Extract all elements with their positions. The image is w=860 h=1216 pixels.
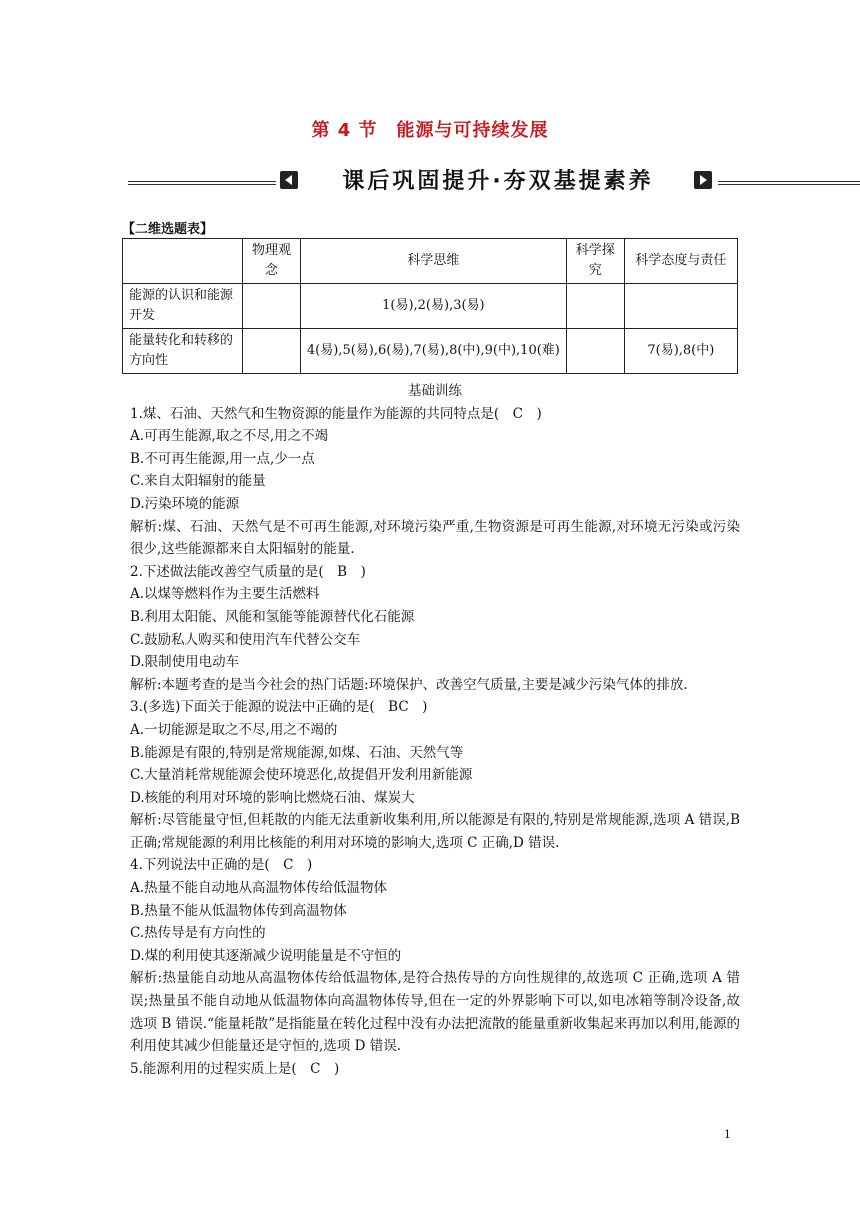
option-line: B.热量不能从低温物体传到高温物体 [130,902,347,919]
option-line: A.热量不能自动地从高温物体传给低温物体 [130,880,388,897]
option-line: D.污染环境的能源 [130,495,240,512]
table-cell [624,284,737,329]
question-5: 5.能源利用的过程实质上是( C ) [130,1060,340,1077]
option-line: B.不可再生能源,用一点,少一点 [130,450,315,467]
table-cell: 7(易),8(中) [624,329,737,374]
page-number: 1 [724,1128,731,1141]
section-banner [128,168,860,198]
table-header [123,239,243,284]
section-title: 第 4 节 能源与可持续发展 [311,120,549,141]
option-line: B.利用太阳能、风能和氢能等能源替代化石能源 [130,608,415,625]
analysis-1: 解析:煤、石油、天然气是不可再生能源,对环境污染严重,生物资源是可再生能源,对环境无污染或污染很少,这些能源都来自太阳辐射的能量. [130,518,740,558]
banner-rule-right [718,181,860,185]
topic-matrix-table [122,238,738,374]
table-cell: 1(易),2(易),3(易) [300,284,566,329]
option-line: B.能源是有限的,特别是常规能源,如煤、石油、天然气等 [130,744,464,761]
table-header: 科学思维 [300,239,566,284]
subheading: 基础训练 [408,383,462,399]
table-header: 科学探究 [566,239,624,284]
table-header: 物理观念 [243,239,301,284]
option-line: A.一切能源是取之不尽,用之不竭的 [130,721,338,738]
table-label: 【二维选题表】 [122,222,214,237]
option-line: C.热传导是有方向性的 [130,925,266,942]
table-cell [566,284,624,329]
table-cell: 能量转化和转移的方向性 [123,329,243,374]
option-line: D.核能的利用对环境的影响比燃烧石油、煤炭大 [130,789,415,806]
question-2: 2.下述做法能改善空气质量的是( B ) [130,563,366,580]
triangle-left-icon [280,171,298,189]
question-4: 4.下列说法中正确的是( C ) [130,857,313,874]
table-row [123,284,738,329]
table-cell: 4(易),5(易),6(易),7(易),8(中),9(中),10(难) [300,329,566,374]
analysis-3: 解析:尽管能量守恒,但耗散的内能无法重新收集利用,所以能源是有限的,特别是常规能源,选项 A 错误,B 正确;常规能源的利用比核能的利用对环境的影响大,选项 C 正确,D 错误. [130,812,740,851]
question-1: 1.煤、石油、天然气和生物资源的能量作为能源的共同特点是( C ) [130,405,542,422]
option-line: D.煤的利用使其逐渐减少说明能量是不守恒的 [130,947,402,964]
option-line: C.来自太阳辐射的能量 [130,473,266,490]
option-line: C.鼓励私人购买和使用汽车代替公交车 [130,631,361,648]
table-cell [566,329,624,374]
banner-title: 课后巩固提升·夯双基提素养 [342,169,654,194]
analysis-2: 解析:本题考查的是当今社会的热门话题:环境保护、改善空气质量,主要是减少污染气体的排放. [130,676,688,693]
table-row [123,329,738,374]
table-cell [243,329,301,374]
triangle-right-icon [694,171,712,189]
option-line: A.以煤等燃料作为主要生活燃料 [130,586,320,603]
option-line: C.大量消耗常规能源会使环境恶化,故提倡开发利用新能源 [130,767,473,784]
option-line: D.限制使用电动车 [130,654,240,671]
exercise-body [130,380,740,1080]
analysis-4: 解析:热量能自动地从高温物体传给低温物体,是符合热传导的方向性规律的,故选项 C 正确,选项 A 错误;热量虽不能自动地从低温物体向高温物体传导,但在一定的外界影响下可以,如电冰箱等制冷设备,故选项 B 错误.“能量耗散”是指能量在转化过程中没有办法把流散的能量重新收集起来再加以利用,能源的利用使其减少但能量还是守恒的,选项 D 错误. [130,970,740,1055]
table-header: 科学态度与责任 [624,239,737,284]
table-cell: 能源的认识和能源开发 [123,284,243,329]
table-cell [243,284,301,329]
table-header-row [123,239,738,284]
banner-rule-left [128,181,276,185]
question-3: 3.(多选)下面关于能源的说法中正确的是( BC ) [130,699,428,716]
option-line: A.可再生能源,取之不尽,用之不竭 [130,428,329,445]
